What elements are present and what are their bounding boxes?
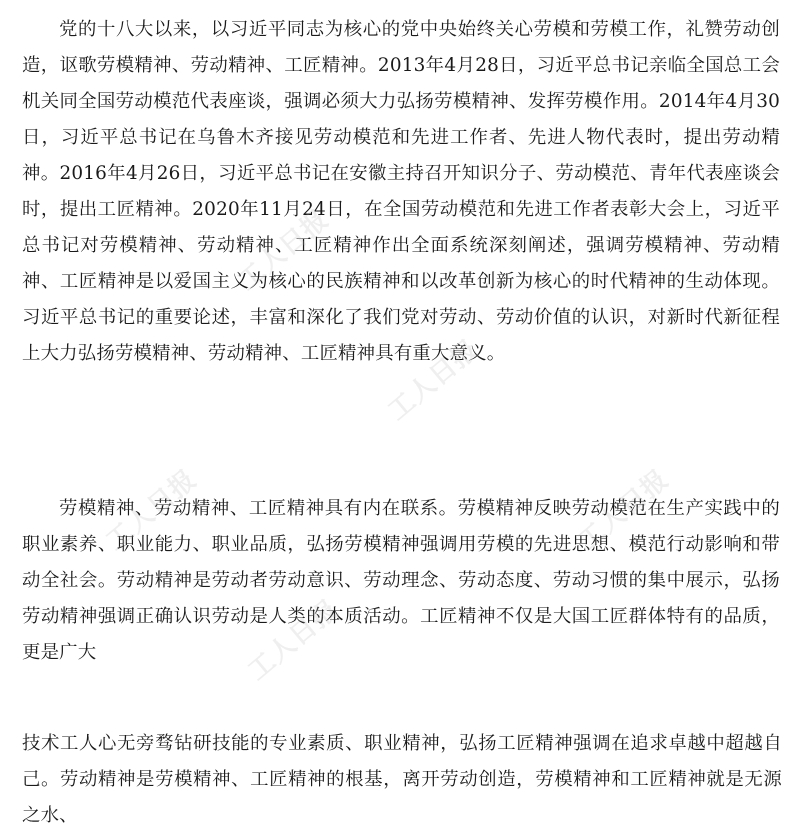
paragraph-3-continuation: 技术工人心无旁骛钻研技能的专业素质、职业精神，弘扬工匠精神强调在追求卓越中超越自己。劳动精神是劳模精神、工匠精神的根基，离开劳动创造，劳模精神和工匠精神就是无源之水、: [22, 733, 782, 826]
watermark-logo: 工人日报: [242, 594, 345, 687]
watermark-logo: 工人日报: [232, 204, 335, 297]
watermark-logo: 工人日报: [100, 464, 203, 557]
watermark-logo: 工人日报: [572, 464, 675, 557]
watermark-logo: 工人日报: [382, 334, 485, 427]
paragraph-2: 劳模精神、劳动精神、工匠精神具有内在联系。劳模精神反映劳动模范在生产实践中的职业素养、职业能力、职业品质，弘扬劳模精神强调用劳模的先进思想、模范行动影响和带动全社会。劳动精神是劳动者劳动意识、劳动理念、劳动态度、劳动习惯的集中展示，弘扬劳动精神强调正确认识劳动是人类的本质活动。工匠精神不仅是大国工匠群体特有的品质，更是广大: [22, 498, 780, 663]
paragraph-1: 党的十八大以来，以习近平同志为核心的党中央始终关心劳模和劳模工作，礼赞劳动创造，讴歌劳模精神、劳动精神、工匠精神。2013年4月28日，习近平总书记亲临全国总工会机关同全国劳动模范代表座谈，强调必须大力弘扬劳模精神、发挥劳模作用。2014年4月30日，习近平总书记在乌鲁木齐接见劳动模范和先进工作者、先进人物代表时，提出劳动精神。2016年4月26日，习近平总书记在安徽主持召开知识分子、劳动模范、青年代表座谈会时，提出工匠精神。2020年11月24日，在全国劳动模范和先进工作者表彰大会上，习近平总书记对劳模精神、劳动精神、工匠精神作出全面系统深刻阐述，强调劳模精神、劳动精神、工匠精神是以爱国主义为核心的民族精神和以改革创新为核心的时代精神的生动体现。习近平总书记的重要论述，丰富和深化了我们党对劳动、劳动价值的认识，对新时代新征程上大力弘扬劳模精神、劳动精神、工匠精神具有重大意义。: [22, 19, 780, 364]
